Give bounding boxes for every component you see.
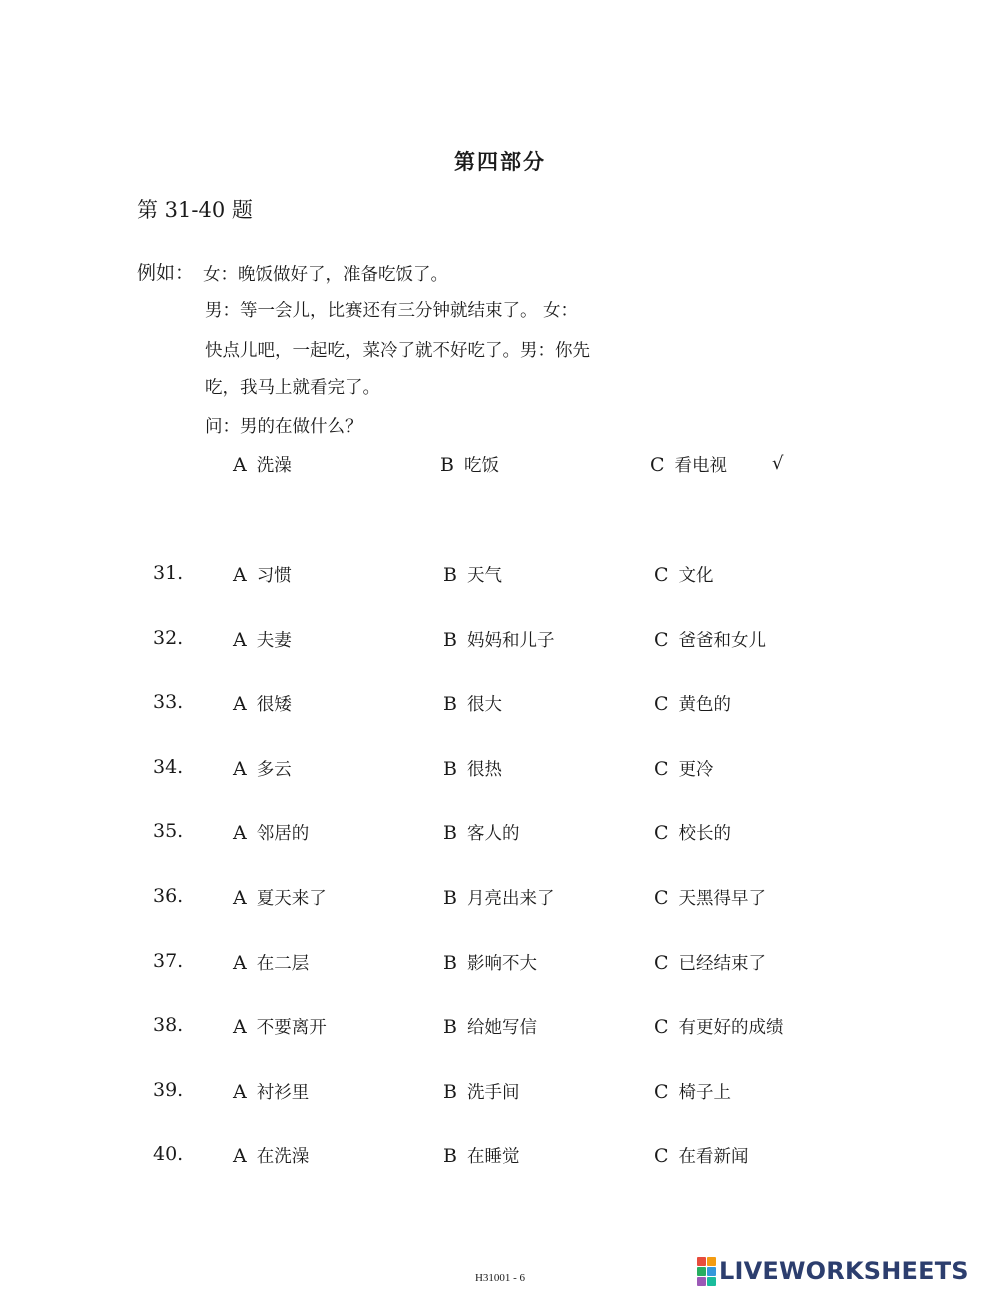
question-option-b[interactable] <box>443 691 502 716</box>
question-number: 40. <box>153 1143 184 1165</box>
option-text: 很大 <box>466 695 502 715</box>
question-option-c[interactable] <box>654 627 766 652</box>
question-option-a[interactable] <box>233 691 292 716</box>
option-letter: C <box>654 822 669 844</box>
option-text: 月亮出来了 <box>466 889 555 909</box>
option-text: 夫妻 <box>256 631 292 651</box>
question-option-a[interactable] <box>233 820 309 845</box>
question-number: 37. <box>153 950 184 972</box>
question-option-b[interactable] <box>443 562 502 587</box>
option-letter: A <box>233 887 247 909</box>
logo-text: LIVEWORKSHEETS <box>719 1257 969 1285</box>
example-line: 女：晚饭做好了，准备吃饭了。 <box>203 265 448 285</box>
option-text: 文化 <box>678 566 714 586</box>
logo-square <box>697 1267 706 1276</box>
option-letter: C <box>654 564 669 586</box>
option-letter: A <box>233 822 247 844</box>
option-letter: B <box>440 454 454 476</box>
question-option-a[interactable] <box>233 1143 309 1168</box>
question-option-b[interactable] <box>443 1014 537 1039</box>
option-text: 妈妈和儿子 <box>466 631 555 651</box>
option-text: 黄色的 <box>678 695 732 715</box>
question-option-b[interactable] <box>443 1143 519 1168</box>
question-number: 36. <box>153 885 184 907</box>
option-text: 吃饭 <box>463 456 499 476</box>
option-letter: B <box>443 952 457 974</box>
option-letter: B <box>443 693 457 715</box>
example-line: 吃，我马上就看完了。 <box>205 378 380 398</box>
question-number: 31. <box>153 562 184 584</box>
option-letter: C <box>654 629 669 651</box>
option-text: 天气 <box>466 566 502 586</box>
question-option-a[interactable] <box>233 950 309 975</box>
question-number: 34. <box>153 756 184 778</box>
option-letter: B <box>443 1145 457 1167</box>
question-option-c[interactable] <box>654 562 714 587</box>
option-text: 多云 <box>256 760 292 780</box>
option-letter: A <box>233 952 247 974</box>
option-letter: B <box>443 1081 457 1103</box>
question-number: 33. <box>153 691 184 713</box>
option-letter: C <box>650 454 665 476</box>
option-letter: C <box>654 1145 669 1167</box>
page-footer: H31001 - 6 <box>474 1272 526 1284</box>
question-option-b[interactable] <box>443 950 537 975</box>
option-text: 已经结束了 <box>678 954 767 974</box>
option-text: 习惯 <box>256 566 292 586</box>
option-letter: A <box>233 1016 247 1038</box>
option-letter: A <box>233 629 247 651</box>
option-letter: A <box>233 564 247 586</box>
question-option-c[interactable] <box>654 756 714 781</box>
option-text: 很热 <box>466 760 502 780</box>
logo-square <box>707 1267 716 1276</box>
example-line: 快点儿吧，一起吃，菜冷了就不好吃了。男：你先 <box>205 341 590 361</box>
question-option-b[interactable] <box>443 820 519 845</box>
example-option-c <box>650 452 727 477</box>
option-letter: B <box>443 564 457 586</box>
option-text: 给她写信 <box>466 1018 537 1038</box>
option-letter: B <box>443 822 457 844</box>
question-option-a[interactable] <box>233 1014 327 1039</box>
question-option-c[interactable] <box>654 885 766 910</box>
option-letter: B <box>443 758 457 780</box>
option-text: 爸爸和女儿 <box>678 631 767 651</box>
option-text: 很矮 <box>256 695 292 715</box>
option-text: 更冷 <box>678 760 714 780</box>
logo-square <box>697 1257 706 1266</box>
question-number: 38. <box>153 1014 184 1036</box>
option-text: 洗手间 <box>466 1083 520 1103</box>
question-option-b[interactable] <box>443 885 554 910</box>
question-option-c[interactable] <box>654 1143 749 1168</box>
option-letter: B <box>443 887 457 909</box>
option-text: 不要离开 <box>256 1018 327 1038</box>
question-option-a[interactable] <box>233 756 292 781</box>
question-option-a[interactable] <box>233 562 292 587</box>
option-text: 校长的 <box>678 824 732 844</box>
logo-square <box>697 1277 706 1286</box>
option-text: 夏天来了 <box>256 889 327 909</box>
question-number: 35. <box>153 820 184 842</box>
option-text: 邻居的 <box>256 824 310 844</box>
option-text: 看电视 <box>674 456 728 476</box>
question-number: 39. <box>153 1079 184 1101</box>
option-text: 在二层 <box>256 954 310 974</box>
option-letter: A <box>233 1081 247 1103</box>
question-option-c[interactable] <box>654 950 766 975</box>
option-text: 在睡觉 <box>466 1147 520 1167</box>
option-letter: C <box>654 1081 669 1103</box>
option-letter: A <box>233 758 247 780</box>
option-text: 天黑得早了 <box>678 889 767 909</box>
option-letter: A <box>233 1145 247 1167</box>
question-option-c[interactable] <box>654 1014 784 1039</box>
question-option-c[interactable] <box>654 691 731 716</box>
example-question: 问：男的在做什么？ <box>205 417 363 437</box>
question-number: 32. <box>153 627 184 649</box>
option-text: 影响不大 <box>466 954 537 974</box>
option-text: 在洗澡 <box>256 1147 310 1167</box>
question-option-c[interactable] <box>654 1079 731 1104</box>
logo-icon <box>697 1257 716 1286</box>
checkmark-icon: √ <box>772 453 784 474</box>
option-letter: C <box>654 758 669 780</box>
option-text: 椅子上 <box>678 1083 732 1103</box>
option-letter: A <box>233 454 247 476</box>
example-label: 例如： <box>137 262 195 284</box>
option-letter: C <box>654 693 669 715</box>
question-option-a[interactable] <box>233 1079 309 1104</box>
question-range: 第 31-40 题 <box>137 198 253 222</box>
option-letter: A <box>233 693 247 715</box>
logo-square <box>707 1277 716 1286</box>
option-letter: B <box>443 1016 457 1038</box>
example-line: 男：等一会儿，比赛还有三分钟就结束了。 女： <box>205 301 579 321</box>
option-letter: B <box>443 629 457 651</box>
option-text: 洗澡 <box>256 456 292 476</box>
example-option-a <box>233 452 292 477</box>
question-option-c[interactable] <box>654 820 731 845</box>
option-letter: C <box>654 952 669 974</box>
section-title: 第四部分 <box>454 150 546 174</box>
option-text: 衬衫里 <box>256 1083 310 1103</box>
liveworksheets-logo <box>697 1256 969 1286</box>
question-option-b[interactable] <box>443 627 554 652</box>
question-option-b[interactable] <box>443 756 502 781</box>
option-text: 客人的 <box>466 824 520 844</box>
option-text: 有更好的成绩 <box>678 1018 784 1038</box>
question-option-a[interactable] <box>233 885 327 910</box>
option-letter: C <box>654 887 669 909</box>
example-option-b <box>440 452 499 477</box>
logo-square <box>707 1257 716 1266</box>
option-text: 在看新闻 <box>678 1147 749 1167</box>
question-option-b[interactable] <box>443 1079 519 1104</box>
option-letter: C <box>654 1016 669 1038</box>
question-option-a[interactable] <box>233 627 292 652</box>
